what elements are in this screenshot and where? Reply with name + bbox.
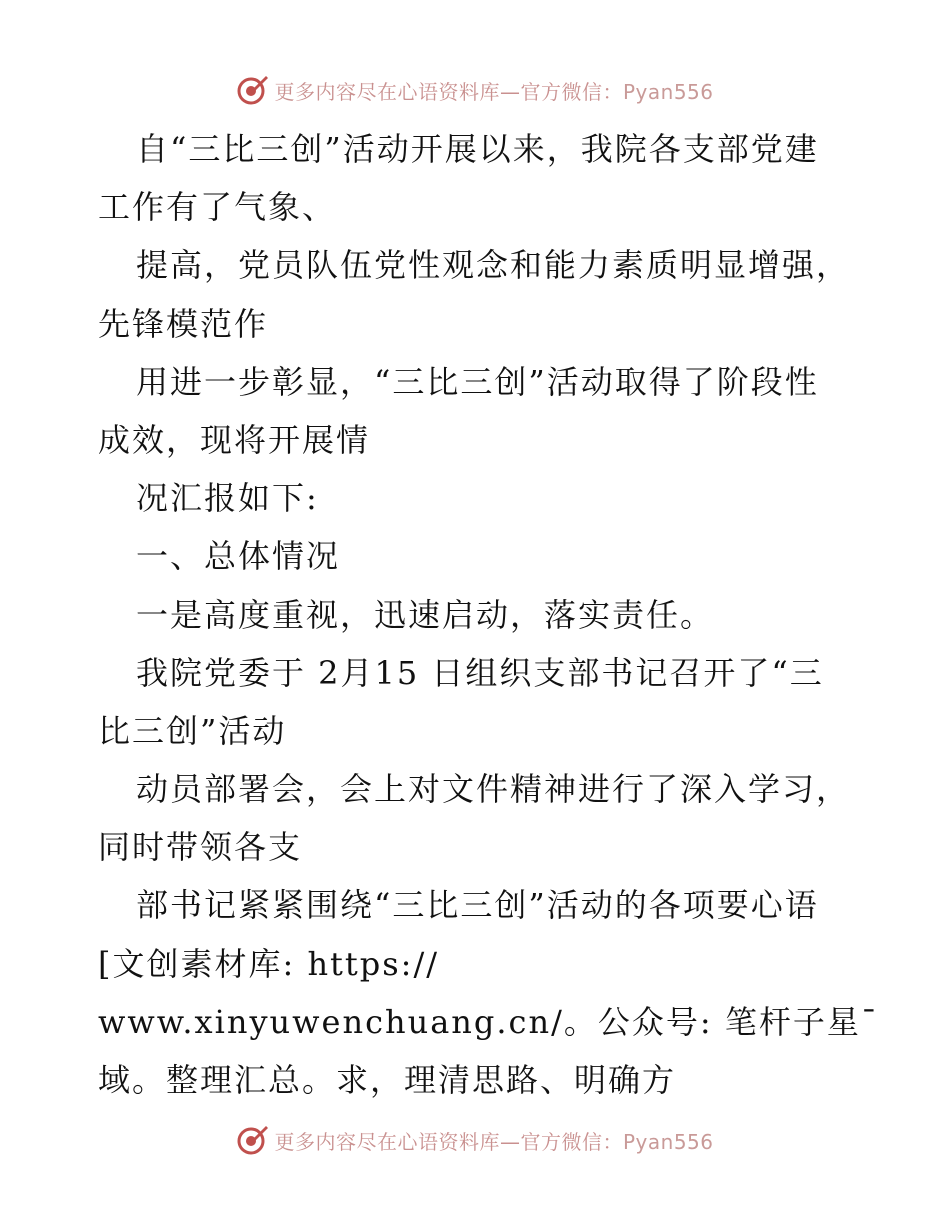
text-line: 比三创”活动	[98, 711, 287, 750]
footer-watermark	[0, 1120, 950, 1160]
text-line: [文创素材库: https://	[98, 944, 440, 983]
text-line: 况汇报如下:	[136, 479, 319, 518]
text-line: 自“三比三创”活动开展以来，我院各支部党建	[136, 130, 819, 168]
text-line: 域。整理汇总。求，理清思路、明确方	[98, 1061, 677, 1099]
text-line: 部书记紧紧围绕“三比三创”活动的各项要心语	[136, 886, 819, 925]
header-watermark	[0, 70, 950, 110]
watermark-text: 更多内容尽在心语资料库—官方微信：Pyan556	[274, 1129, 714, 1154]
document-body	[98, 120, 879, 1109]
watermark-text: 更多内容尽在心语资料库—官方微信：Pyan556	[274, 79, 714, 104]
text-line: 工作有了气象、	[98, 188, 337, 227]
text-line: 提高，党员队伍党性观念和能力素质明显增强，	[136, 246, 851, 285]
text-line: 同时带领各支	[98, 828, 303, 867]
text-line: 动员部署会，会上对文件精神进行了深入学习，	[136, 770, 851, 809]
quill-circle-logo-icon	[236, 73, 270, 107]
text-line: 一、总体情况	[136, 537, 341, 576]
text-line: 我院党委于 2月15 日组织支部书记召开了“三	[136, 653, 824, 692]
quill-circle-logo-icon	[236, 1123, 270, 1157]
text-line: 用进一步彰显，“三比三创”活动取得了阶段性	[136, 362, 819, 401]
text-line: 先锋模范作	[98, 304, 269, 343]
text-line: 成效，现将开展情	[98, 420, 371, 459]
text-line: 一是高度重视，迅速启动，落实责任。	[136, 595, 715, 634]
text-line: www.xinyuwenchuang.cn/。公众号: 笔杆子星¯	[98, 1002, 879, 1041]
